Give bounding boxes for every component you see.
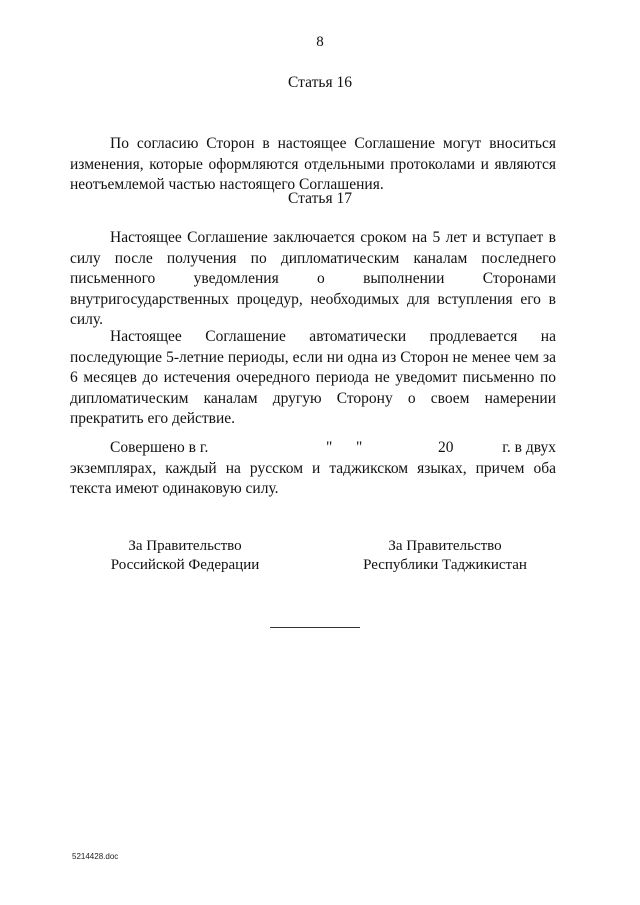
page-number: 8 [316, 34, 324, 50]
signed-year-prefix: 20 [438, 439, 454, 456]
signed-quote-close: " [356, 439, 363, 456]
article-16-text: По согласию Сторон в настоящее Соглашение могут вноситься изменения, которые оформляются отдельными протоколами и являются неотъемлемой частью настоящего Соглашения. [70, 135, 556, 193]
article-17-heading: Статья 17 [288, 190, 352, 207]
signed-place-label: Совершено в г. [110, 439, 209, 456]
end-divider [270, 627, 360, 628]
signature-tajikistan-line2: Республики Таджикистан [363, 557, 527, 573]
signature-tajikistan-line1: За Правительство [388, 538, 502, 554]
article-16-heading: Статья 16 [288, 74, 352, 91]
signed-quote-open: " [326, 439, 333, 456]
signature-block-tajikistan [355, 537, 535, 575]
signature-russia-line2: Российской Федерации [110, 557, 260, 573]
signature-russia-line1: За Правительство [128, 538, 242, 554]
signed-copies-label: г. в двух [502, 439, 556, 456]
footer-file-name: 5214428.doc [72, 852, 119, 861]
article-17-paragraph-1: Настоящее Соглашение заключается сроком на 5 лет и вступает в силу после получения по дипломатическим каналам последнего письменного уведомления о выполнении Сторонами внутригосударственных процедур, необходимых для вступления его в силу. [70, 229, 556, 328]
signature-block-russia [100, 537, 270, 575]
article-17-paragraph-2: Настоящее Соглашение автоматически продлевается на последующие 5-летние периоды, если ни одна из Сторон не менее чем за 6 месяцев до истечения очередного периода не уведомит письменно по дипломатическим каналам другую Сторону о своем намерении прекратить его действие. [70, 328, 556, 427]
signed-continuation: экземплярах, каждый на русском и таджикском языках, причем оба текста имеют одинаковую силу. [70, 459, 556, 497]
